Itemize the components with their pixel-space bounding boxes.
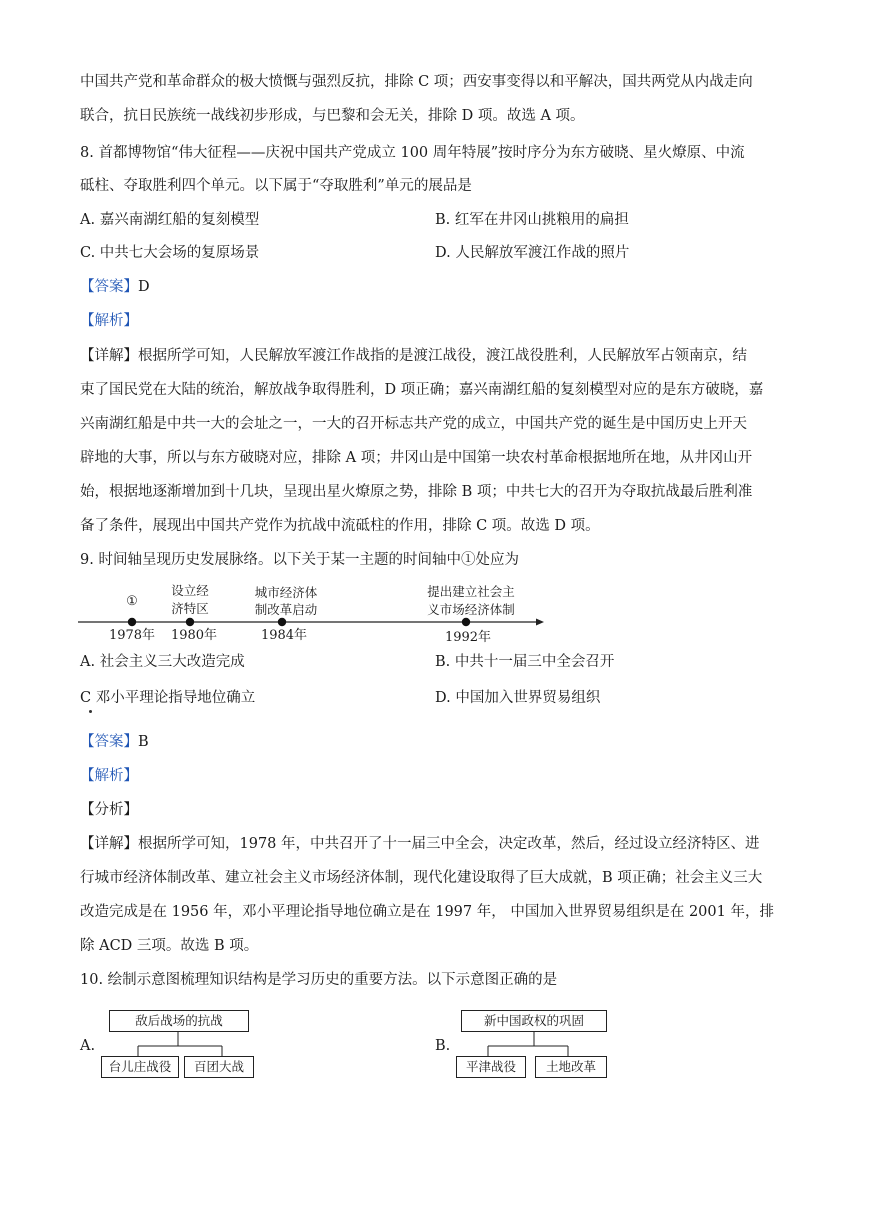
q8-detail-line-2: 束了国民党在大陆的统治，解放战争取得胜利，D 项正确；嘉兴南湖红船的复刻模型对应的是东方破晓，嘉 bbox=[80, 382, 764, 398]
q8-answer bbox=[80, 277, 150, 297]
q9-detail-tag: 【详解】 bbox=[80, 836, 138, 852]
q8-answer-tag: 【答案】 bbox=[80, 279, 138, 295]
q8-option-a: A. 嘉兴南湖红船的复刻模型 bbox=[80, 212, 260, 228]
q8-detail-text-1: 根据所学可知，人民解放军渡江作战指的是渡江战役，渡江战役胜利，人民解放军占领南京，结 bbox=[138, 348, 747, 364]
q9-answer-value: B bbox=[138, 734, 149, 750]
timeline-label-1984-line-2: 制改革启动 bbox=[254, 602, 318, 617]
q8-option-b: B. 红军在井冈山挑粮用的扁担 bbox=[435, 212, 629, 228]
q9-detail-line-4: 除 ACD 三项。故选 B 项。 bbox=[80, 938, 259, 954]
q9-timeline bbox=[76, 578, 548, 646]
q9-option-d: D. 中国加入世界贸易组织 bbox=[435, 690, 601, 706]
timeline-label-1978-line-1: ① bbox=[126, 594, 138, 609]
q9-answer-tag: 【答案】 bbox=[80, 734, 138, 750]
q8-detail-line-4: 辟地的大事，所以与东方破晓对应，排除 A 项；井冈山是中国第一块农村革命根据地所在地，从井冈山开 bbox=[80, 450, 753, 466]
intro-line-2: 联合，抗日民族统一战线初步形成，与巴黎和会无关，排除 D 项。故选 A 项。 bbox=[80, 108, 585, 124]
timeline-label-1984-line-1: 城市经济体 bbox=[254, 585, 318, 600]
q8-detail-line-1 bbox=[80, 346, 747, 366]
q8-detail-line-6: 备了条件，展现出中国共产党作为抗战中流砥柱的作用，排除 C 项。故选 D 项。 bbox=[80, 518, 600, 534]
q8-stem-line-2: 砥柱、夺取胜利四个单元。以下属于“夺取胜利”单元的展品是 bbox=[80, 178, 472, 194]
q8-answer-value: D bbox=[138, 279, 150, 295]
q8-option-c: C. 中共七大会场的复原场景 bbox=[80, 245, 260, 261]
intro-line-1: 中国共产党和革命群众的极大愤慨与强烈反抗，排除 C 项；西安事变得以和平解决，国共两党从内战走向 bbox=[80, 74, 753, 90]
timeline-label-1980-line-1: 设立经 bbox=[171, 583, 209, 598]
q10-diagram-a-child-2: 百团大战 bbox=[184, 1056, 254, 1078]
q10-diagram-b-top-box: 新中国政权的巩固 bbox=[461, 1010, 607, 1032]
timeline-year-1980: 1980年 bbox=[170, 628, 218, 643]
q10-diagram-a-top-box: 敌后战场的抗战 bbox=[109, 1010, 249, 1032]
q10-option-b-marker: B. bbox=[435, 1038, 451, 1054]
q8-detail-line-5: 始，根据地逐渐增加到十几块，呈现出星火燎原之势，排除 B 项；中共七大的召开为夺取抗战最后胜利准 bbox=[80, 484, 753, 500]
q10-diagram-b-child-2: 土地改革 bbox=[535, 1056, 607, 1078]
q9-stem: 9. 时间轴呈现历史发展脉络。以下关于某一主题的时间轴中①处应为 bbox=[80, 552, 519, 568]
timeline-year-1992: 1992年 bbox=[444, 630, 492, 645]
q8-detail-tag: 【详解】 bbox=[80, 348, 138, 364]
q9-option-a: A. 社会主义三大改造完成 bbox=[80, 654, 245, 670]
q8-analysis-label: 【解析】 bbox=[80, 313, 138, 329]
stray-dot bbox=[89, 710, 92, 713]
timeline-year-1984: 1984年 bbox=[260, 628, 308, 643]
timeline-dot-1992 bbox=[462, 618, 470, 626]
q9-detail-text-1: 根据所学可知，1978 年，中共召开了十一届三中全会，决定改革，然后，经过设立经济特区、进 bbox=[138, 836, 760, 852]
q9-analysis-tag bbox=[80, 766, 138, 786]
q10-diagram-b-child-1: 平津战役 bbox=[456, 1056, 526, 1078]
q9-detail-line-2: 行城市经济体制改革、建立社会主义市场经济体制，现代化建设取得了巨大成就，B 项正确；社会主义三大 bbox=[80, 870, 763, 886]
q9-analysis-label: 【解析】 bbox=[80, 768, 138, 784]
q9-detail-line-3: 改造完成是在 1956 年，邓小平理论指导地位确立是在 1997 年， 中国加入世界贸易组织是在 2001 年，排 bbox=[80, 904, 774, 920]
timeline-dot-1980 bbox=[186, 618, 194, 626]
timeline-dot-1984 bbox=[278, 618, 286, 626]
q9-option-c: C 邓小平理论指导地位确立 bbox=[80, 690, 256, 706]
q8-stem-line-1: 8. 首都博物馆“伟大征程——庆祝中国共产党成立 100 周年特展”按时序分为东方破晓、星火燎原、中流 bbox=[80, 145, 745, 161]
timeline-dot-1978 bbox=[128, 618, 136, 626]
q9-fenxi-label: 【分析】 bbox=[80, 802, 138, 818]
timeline-label-1992-line-1: 提出建立社会主 bbox=[427, 584, 515, 599]
q9-fenxi-tag bbox=[80, 800, 138, 820]
q9-option-b: B. 中共十一届三中全会召开 bbox=[435, 654, 615, 670]
q8-detail-line-3: 兴南湖红船是中共一大的会址之一，一大的召开标志共产党的成立，中国共产党的诞生是中国历史上开天 bbox=[80, 416, 747, 432]
timeline-arrowhead bbox=[536, 619, 544, 626]
q8-option-d: D. 人民解放军渡江作战的照片 bbox=[435, 245, 630, 261]
q9-answer bbox=[80, 732, 149, 752]
q10-stem: 10. 绘制示意图梳理知识结构是学习历史的重要方法。以下示意图正确的是 bbox=[80, 972, 558, 988]
q10-diagram-a-child-1: 台儿庄战役 bbox=[101, 1056, 179, 1078]
q9-detail-line-1 bbox=[80, 834, 760, 854]
timeline-year-1978: 1978年 bbox=[108, 628, 156, 643]
q8-analysis-tag bbox=[80, 311, 138, 331]
timeline-label-1992-line-2: 义市场经济体制 bbox=[427, 602, 515, 617]
q10-option-a-marker: A. bbox=[80, 1038, 96, 1054]
timeline-label-1980-line-2: 济特区 bbox=[171, 601, 209, 616]
